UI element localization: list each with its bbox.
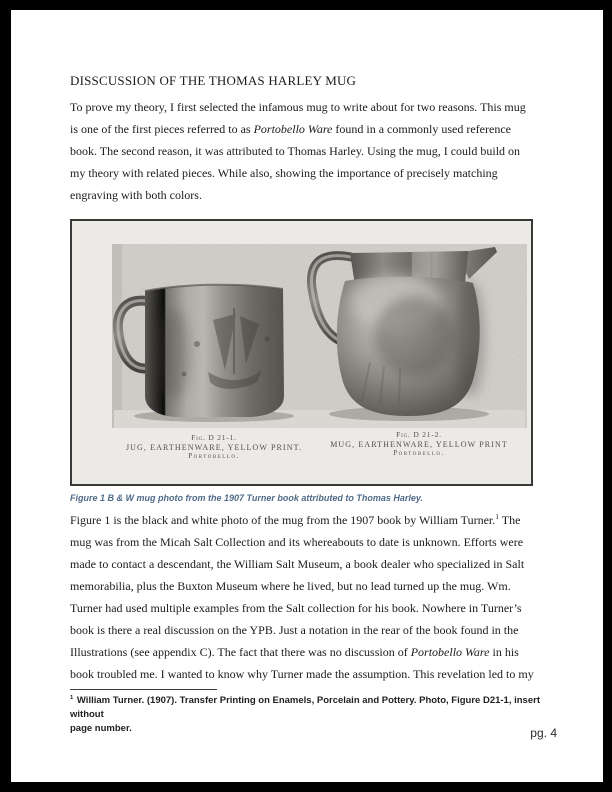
document-title: DISSCUSSION OF THE THOMAS HARLEY MUG [70, 73, 357, 88]
photo-caption-right-desc: MUG, EARTHENWARE, YELLOW PRINT [330, 440, 508, 449]
figure-1 [70, 219, 559, 504]
photo-caption-left-fig: Fig. D 21-1. [191, 433, 237, 442]
paragraph-1: To prove my theory, I first selected the infamous mug to write about for two reasons. This mug is one of the first pieces referred to as Portobello Ware found in a commonly used reference book. The second reason, it was attributed to Thomas Harley. Using the mug, I could build on my theory with related pieces. While also, showing the importance of precisely matching engraving with both colors. [70, 100, 526, 202]
paragraph-2: Figure 1 is the black and white photo of the mug from the 1907 book by William Turner.$^1$ The mug was from the Micah Salt Collection and its whereabouts to date is unknown. Efforts were made to contact a descendant, the William Salt Museum, a book dealer who specialized in Salt memorabilia, plus the Buxton Museum where he lived, but no lead turned up the mug. Wm. Turner had used multiple examples from the Salt collection for his book. Nowhere in Turner’s book is there a real discussion on the YPB. Just a notation in the rear of the book found in the Illustrations (see appendix C). The fact that there was no discussion of Portobello Ware in his book troubled me. I wanted to know why Turner made the assumption. This revelation led to my [70, 512, 534, 681]
footnote-text: $^1$ William Turner. (1907). Transfer Printing on Enamels, Porcelain and Pottery. Photo, Figure D21-1, insert without page number. [70, 694, 540, 734]
figure-caption: Figure 1 B & W mug photo from the 1907 Turner book attributed to Thomas Harley. [70, 493, 424, 503]
photo-caption-right-fig: Fig. D 21-2. [396, 430, 442, 439]
footnote-area [70, 689, 559, 736]
page-number: pg. 4 [530, 726, 557, 740]
footnote-separator [70, 689, 217, 690]
photo-caption-right-location: Portobello. [393, 449, 445, 457]
photo-caption-right [299, 430, 533, 457]
document-page [11, 10, 603, 782]
photo-caption-left-location: Portobello. [188, 452, 240, 460]
photo-caption-left-desc: JUG, EARTHENWARE, YELLOW PRINT. [125, 443, 303, 452]
bw-photo-frame [70, 219, 533, 486]
document-content [11, 10, 603, 685]
bw-photo-two-vessels [112, 244, 527, 428]
